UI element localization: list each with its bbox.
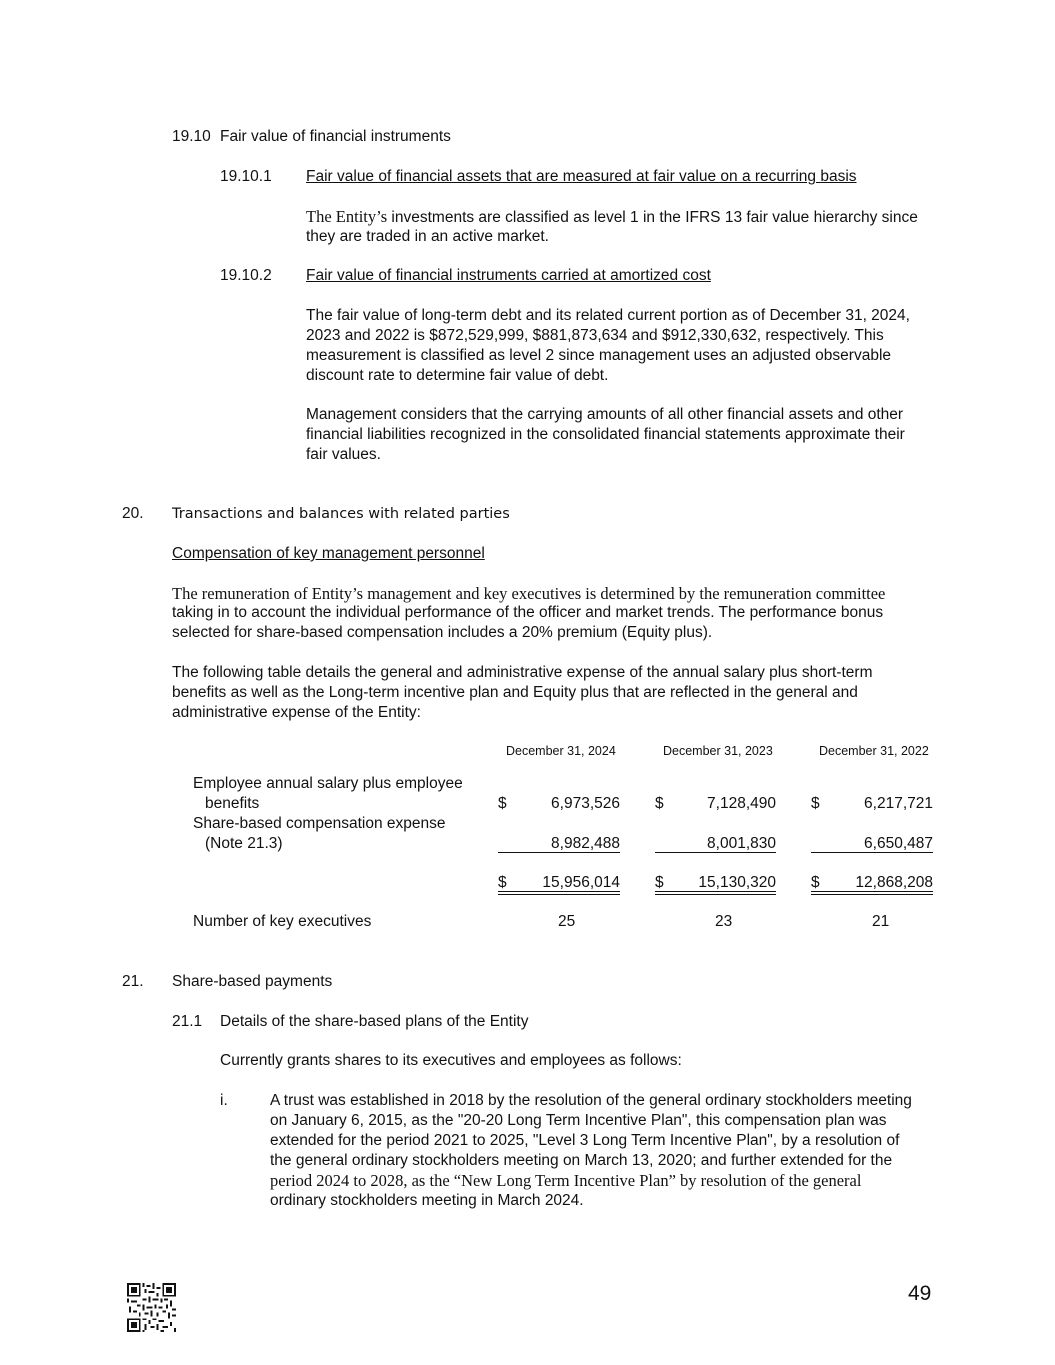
section-21-number: 21.	[122, 973, 144, 990]
row-count-label: Number of key executives	[193, 913, 372, 930]
section-20-p1-line-2: taking in to account the individual performance of the officer and market trends. The performance bonus	[172, 604, 884, 621]
section-19-10-2-p1-line-3: measurement is classified as level 2 since management uses an adjusted observable	[306, 347, 892, 364]
entity-name-serif: The Entity’s	[306, 207, 388, 226]
total-underline-2-2024	[498, 894, 620, 895]
table-header-2024: December 31, 2024	[506, 744, 616, 758]
section-20-p1-line-3: selected for share-based compensation includes a 20% premium (Equity plus).	[172, 624, 713, 641]
section-19-10-title: Fair value of financial instruments	[220, 128, 451, 145]
total-currency-2022: $	[811, 874, 820, 891]
section-20-title: Transactions and balances with related parties	[172, 506, 510, 522]
section-19-10-1-para-line-1	[306, 207, 918, 228]
total-underline-1-2022	[811, 891, 933, 892]
row-salary-value-2024: 6,973,526	[551, 795, 620, 812]
section-21-1-number: 21.1	[172, 1013, 203, 1030]
row-sbc-value-2023: 8,001,830	[707, 835, 776, 852]
section-19-10-2-number: 19.10.2	[220, 267, 272, 284]
section-19-10-1-para-line-2: they are traded in an active market.	[306, 228, 549, 245]
section-20-p2-line-3: administrative expense of the Entity:	[172, 704, 421, 721]
row-count-2023: 23	[715, 913, 733, 930]
total-currency-2024: $	[498, 874, 507, 891]
row-salary-currency-2022: $	[811, 795, 820, 812]
section-20-number: 20.	[122, 505, 144, 522]
total-value-2024: 15,956,014	[542, 874, 620, 891]
item-i-line-2: on January 6, 2015, as the "20-20 Long Term Incentive Plan", this compensation plan was	[270, 1112, 887, 1129]
section-20-p1-line-1: The remuneration of Entity’s management and key executives is determined by the remuneration committee	[172, 584, 886, 603]
table-header-2023: December 31, 2023	[663, 744, 773, 758]
total-underline-1-2023	[655, 891, 776, 892]
item-i-line-1: A trust was established in 2018 by the resolution of the general ordinary stockholders meeting	[270, 1092, 912, 1109]
row-sbc-label-line-1: Share-based compensation expense	[193, 815, 446, 832]
item-i-line-5: period 2024 to 2028, as the “New Long Term Incentive Plan” by resolution of the general	[270, 1171, 862, 1190]
row-salary-currency-2024: $	[498, 795, 507, 812]
table-header-2022: December 31, 2022	[819, 744, 929, 758]
section-19-10-2-p2-line-3: fair values.	[306, 446, 381, 463]
row-sbc-value-2024: 8,982,488	[551, 835, 620, 852]
total-underline-1-2024	[498, 891, 620, 892]
total-underline-2-2023	[655, 894, 776, 895]
row-sbc-label-line-2: (Note 21.3)	[205, 835, 283, 852]
page-number: 49	[908, 1282, 932, 1305]
total-value-2023: 15,130,320	[698, 874, 776, 891]
total-underline-2-2022	[811, 894, 933, 895]
row-count-2022: 21	[872, 913, 890, 930]
para-line-1-rest: investments are classified as level 1 in the IFRS 13 fair value hierarchy since	[387, 209, 918, 226]
section-19-10-2-p1-line-4: discount rate to determine fair value of debt.	[306, 367, 609, 384]
row-salary-value-2022: 6,217,721	[864, 795, 933, 812]
row-salary-label-line-2: benefits	[205, 795, 260, 812]
total-value-2022: 12,868,208	[855, 874, 933, 891]
section-19-10-2-p2-line-2: financial liabilities recognized in the consolidated financial statements approximate their	[306, 426, 905, 443]
section-19-10-2-p1-line-1: The fair value of long-term debt and its related current portion as of December 31, 2024,	[306, 307, 910, 324]
section-19-10-1-heading: Fair value of financial assets that are measured at fair value on a recurring basis	[306, 168, 857, 185]
qr-code-icon	[127, 1283, 176, 1332]
section-19-10-number: 19.10	[172, 128, 211, 145]
subtotal-underline-2024	[498, 852, 620, 853]
subtotal-underline-2022	[811, 852, 933, 853]
section-19-10-2-heading: Fair value of financial instruments carried at amortized cost	[306, 267, 711, 284]
section-20-p2-line-1: The following table details the general and administrative expense of the annual salary plus short-term	[172, 664, 873, 681]
row-salary-value-2023: 7,128,490	[707, 795, 776, 812]
section-21-1-intro: Currently grants shares to its executives and employees as follows:	[220, 1052, 682, 1069]
row-salary-label-line-1: Employee annual salary plus employee	[193, 775, 463, 792]
item-i-line-6: ordinary stockholders meeting in March 2024.	[270, 1192, 584, 1209]
row-salary-currency-2023: $	[655, 795, 664, 812]
section-19-10-1-number: 19.10.1	[220, 168, 272, 185]
section-19-10-2-p1-line-2: 2023 and 2022 is $872,529,999, $881,873,634 and $912,330,632, respectively. This	[306, 327, 884, 344]
item-i-line-4: the general ordinary stockholders meeting on March 13, 2020; and further extended for the	[270, 1152, 893, 1169]
item-i-marker: i.	[220, 1092, 228, 1109]
section-20-p2-line-2: benefits as well as the Long-term incentive plan and Equity plus that are reflected in the general and	[172, 684, 858, 701]
section-20-subheading: Compensation of key management personnel	[172, 545, 485, 562]
row-sbc-value-2022: 6,650,487	[864, 835, 933, 852]
section-19-10-2-p2-line-1: Management considers that the carrying amounts of all other financial assets and other	[306, 406, 904, 423]
item-i-line-3: extended for the period 2021 to 2025, "Level 3 Long Term Incentive Plan", by a resolution of	[270, 1132, 900, 1149]
row-count-2024: 25	[558, 913, 576, 930]
total-currency-2023: $	[655, 874, 664, 891]
section-21-1-title: Details of the share-based plans of the Entity	[220, 1013, 529, 1030]
section-21-title: Share-based payments	[172, 973, 333, 990]
subtotal-underline-2023	[655, 852, 776, 853]
